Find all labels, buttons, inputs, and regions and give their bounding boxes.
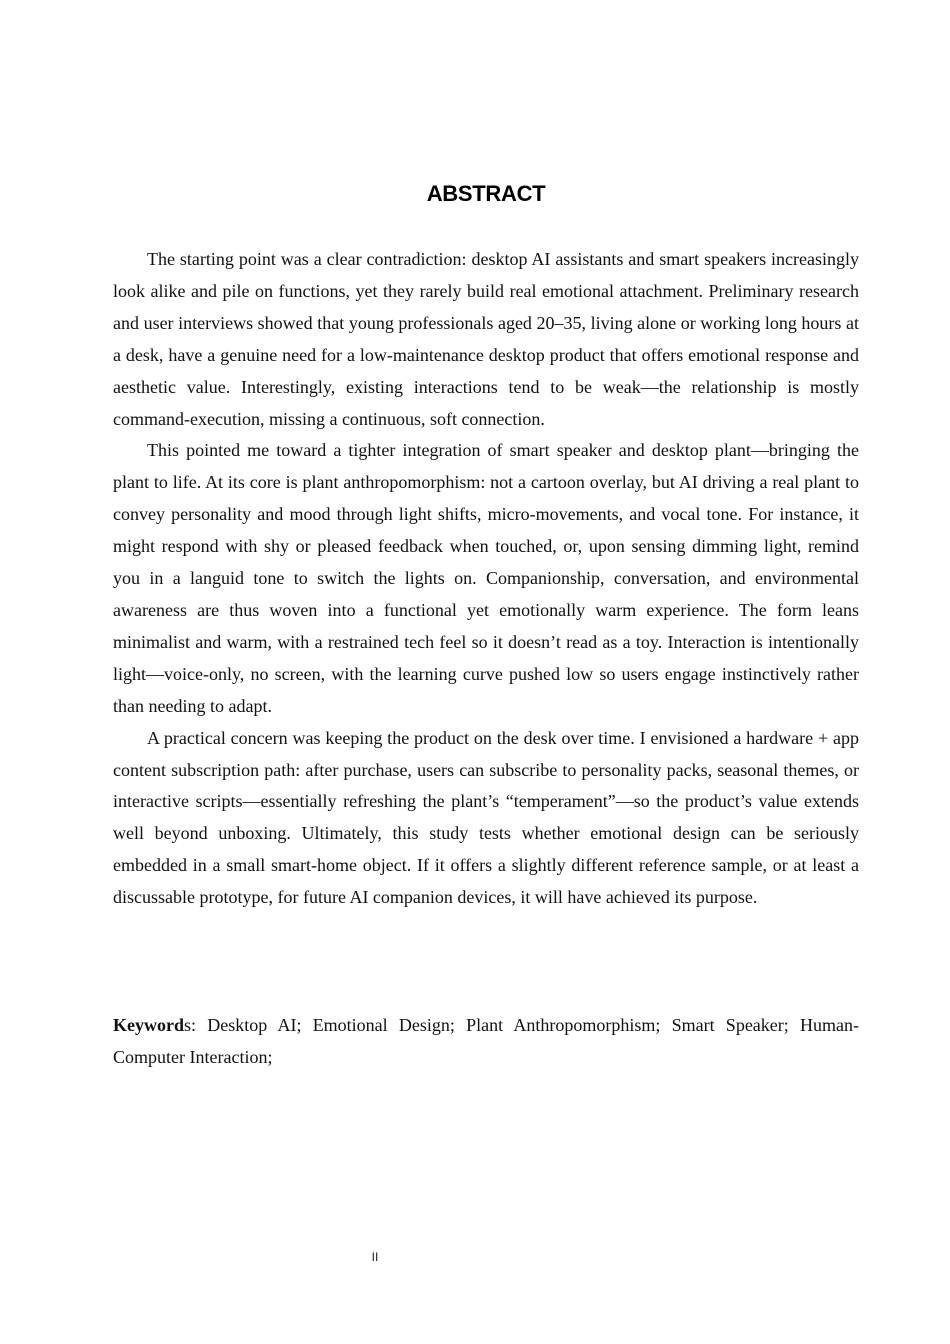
keywords-line (113, 1010, 859, 1074)
abstract-paragraph-1: The starting point was a clear contradiction: desktop AI assistants and smart speakers increasingly look alike and pile on functions, yet they rarely build real emotional attachment. Preliminary research and user interviews showed that young professionals aged 20–35, living alone or working long hours at a desk, have a genuine need for a low-maintenance desktop product that offers emotional response and aesthetic value. Interestingly, existing interactions tend to be weak—the relationship is mostly command-execution, missing a continuous, soft connection. (113, 249, 859, 429)
keywords-label: Keyword (113, 1015, 184, 1035)
abstract-body (113, 244, 859, 914)
abstract-title: ABSTRACT (426, 181, 546, 206)
keywords-list: : Desktop AI; Emotional Design; Plant Anthropomorphism; Smart Speaker; Human-Computer Interaction; (113, 1015, 859, 1067)
abstract-paragraph-2: This pointed me toward a tighter integration of smart speaker and desktop plant—bringing the plant to life. At its core is plant anthropomorphism: not a cartoon overlay, but AI driving a real plant to convey personality and mood through light shifts, micro-movements, and vocal tone. For instance, it might respond with shy or pleased feedback when touched, or, upon sensing dimming light, remind you in a languid tone to switch the lights on. Companionship, conversation, and environmental awareness are thus woven into a functional yet emotionally warm experience. The form leans minimalist and warm, with a restrained tech feel so it doesn’t read as a toy. Interaction is intentionally light—voice-only, no screen, with the learning curve pushed low so users engage instinctively rather than needing to adapt. (113, 440, 859, 716)
keywords-label-suffix: s (184, 1015, 192, 1035)
abstract-paragraph-3: A practical concern was keeping the product on the desk over time. I envisioned a hardware + app content subscription path: after purchase, users can subscribe to personality packs, seasonal themes, or interactive scripts—essentially refreshing the plant’s “temperament”—so the product’s value extends well beyond unboxing. Ultimately, this study tests whether emotional design can be seriously embedded in a small smart-home object. If it offers a slightly different reference sample, or at least a discussable prototype, for future AI companion devices, it will have achieved its purpose. (113, 727, 859, 908)
page-number: II (371, 1250, 379, 1264)
